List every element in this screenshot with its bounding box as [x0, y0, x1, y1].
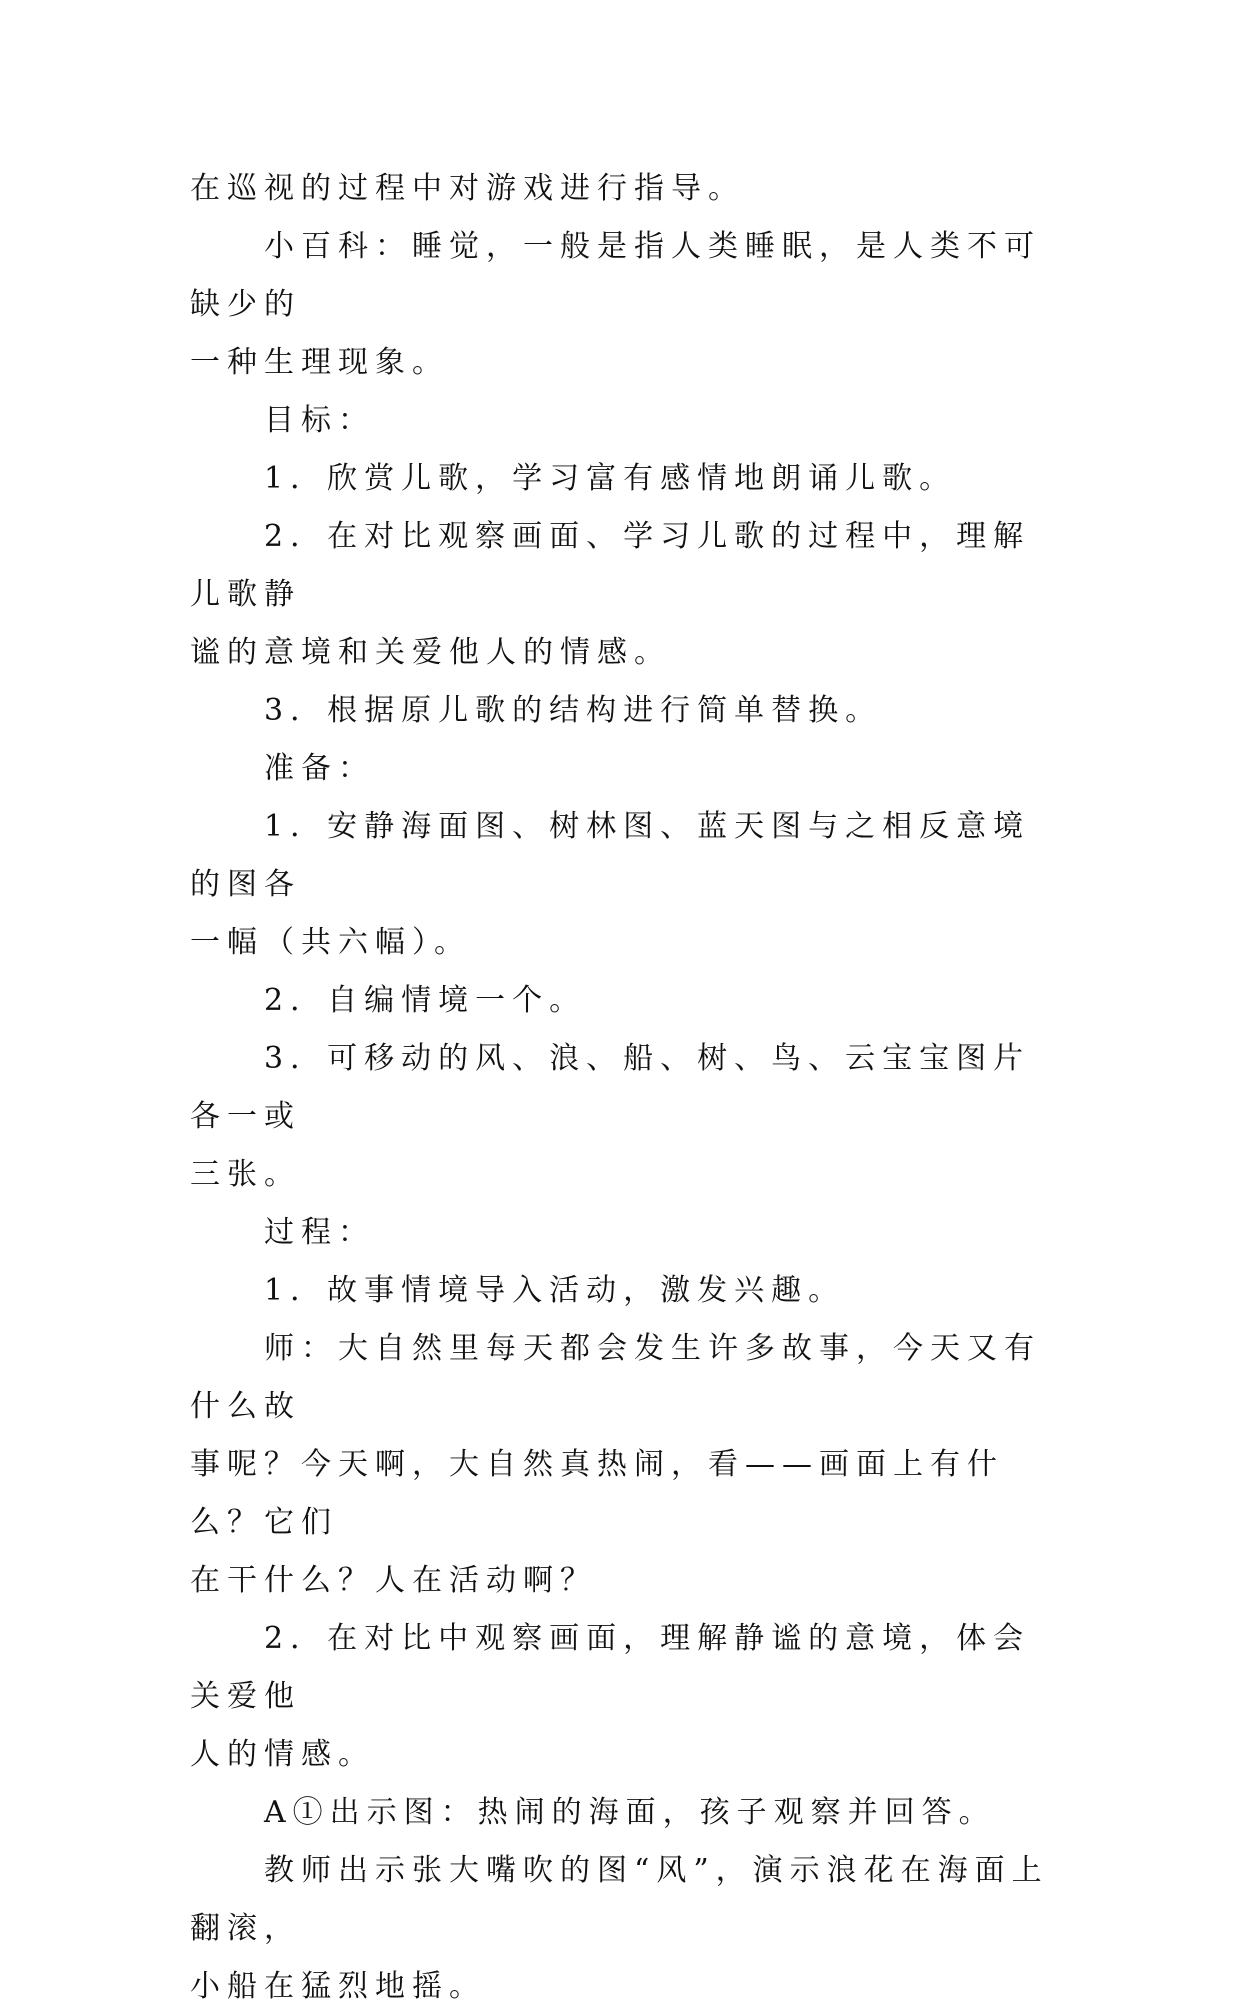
- text-line: 教师出示张大嘴吹的图“风”，演示浪花在海面上翻滚，: [190, 1853, 1049, 1946]
- text-line: 准备：: [190, 751, 375, 786]
- text-line: 2．在对比中观察画面，理解静谧的意境，体会关爱他: [190, 1621, 1031, 1714]
- text-line: 小百科：睡觉，一般是指人类睡眠，是人类不可缺少的: [190, 229, 1041, 322]
- text-line: 3．根据原儿歌的结构进行简单替换。: [190, 693, 883, 728]
- text-line: 师：大自然里每天都会发生许多故事，今天又有什么故: [190, 1331, 1041, 1424]
- text-line: 过程：: [190, 1215, 375, 1250]
- text-line: 3．可移动的风、浪、船、树、鸟、云宝宝图片各一或: [190, 1041, 1031, 1134]
- text-line: 1．欣赏儿歌，学习富有感情地朗诵儿歌。: [190, 461, 957, 496]
- text-line: 三张。: [190, 1157, 301, 1192]
- text-line: 一幅（共六幅）。: [190, 925, 471, 960]
- text-line: 在巡视的过程中对游戏进行指导。: [190, 171, 745, 206]
- text-line: 谧的意境和关爱他人的情感。: [190, 635, 671, 670]
- text-line: 事呢？今天啊，大自然真热闹，看——画面上有什么？它们: [190, 1447, 1004, 1540]
- text-line: 1．安静海面图、树林图、蓝天图与之相反意境的图各: [190, 809, 1031, 902]
- text-line: 一种生理现象。: [190, 345, 449, 380]
- text-line: 目标：: [190, 403, 375, 438]
- text-line: 小船在猛烈地摇。: [190, 1969, 486, 2004]
- document-body: [190, 160, 1052, 2016]
- text-line: 1．故事情境导入活动，激发兴趣。: [190, 1273, 846, 1308]
- text-line: 2．在对比观察画面、学习儿歌的过程中，理解儿歌静: [190, 519, 1031, 612]
- text-line: 在干什么？人在活动啊？: [190, 1563, 597, 1598]
- text-line: A①出示图：热闹的海面，孩子观察并回答。: [190, 1795, 996, 1830]
- text-line: 人的情感。: [190, 1737, 375, 1772]
- text-line: 2．自编情境一个。: [190, 983, 587, 1018]
